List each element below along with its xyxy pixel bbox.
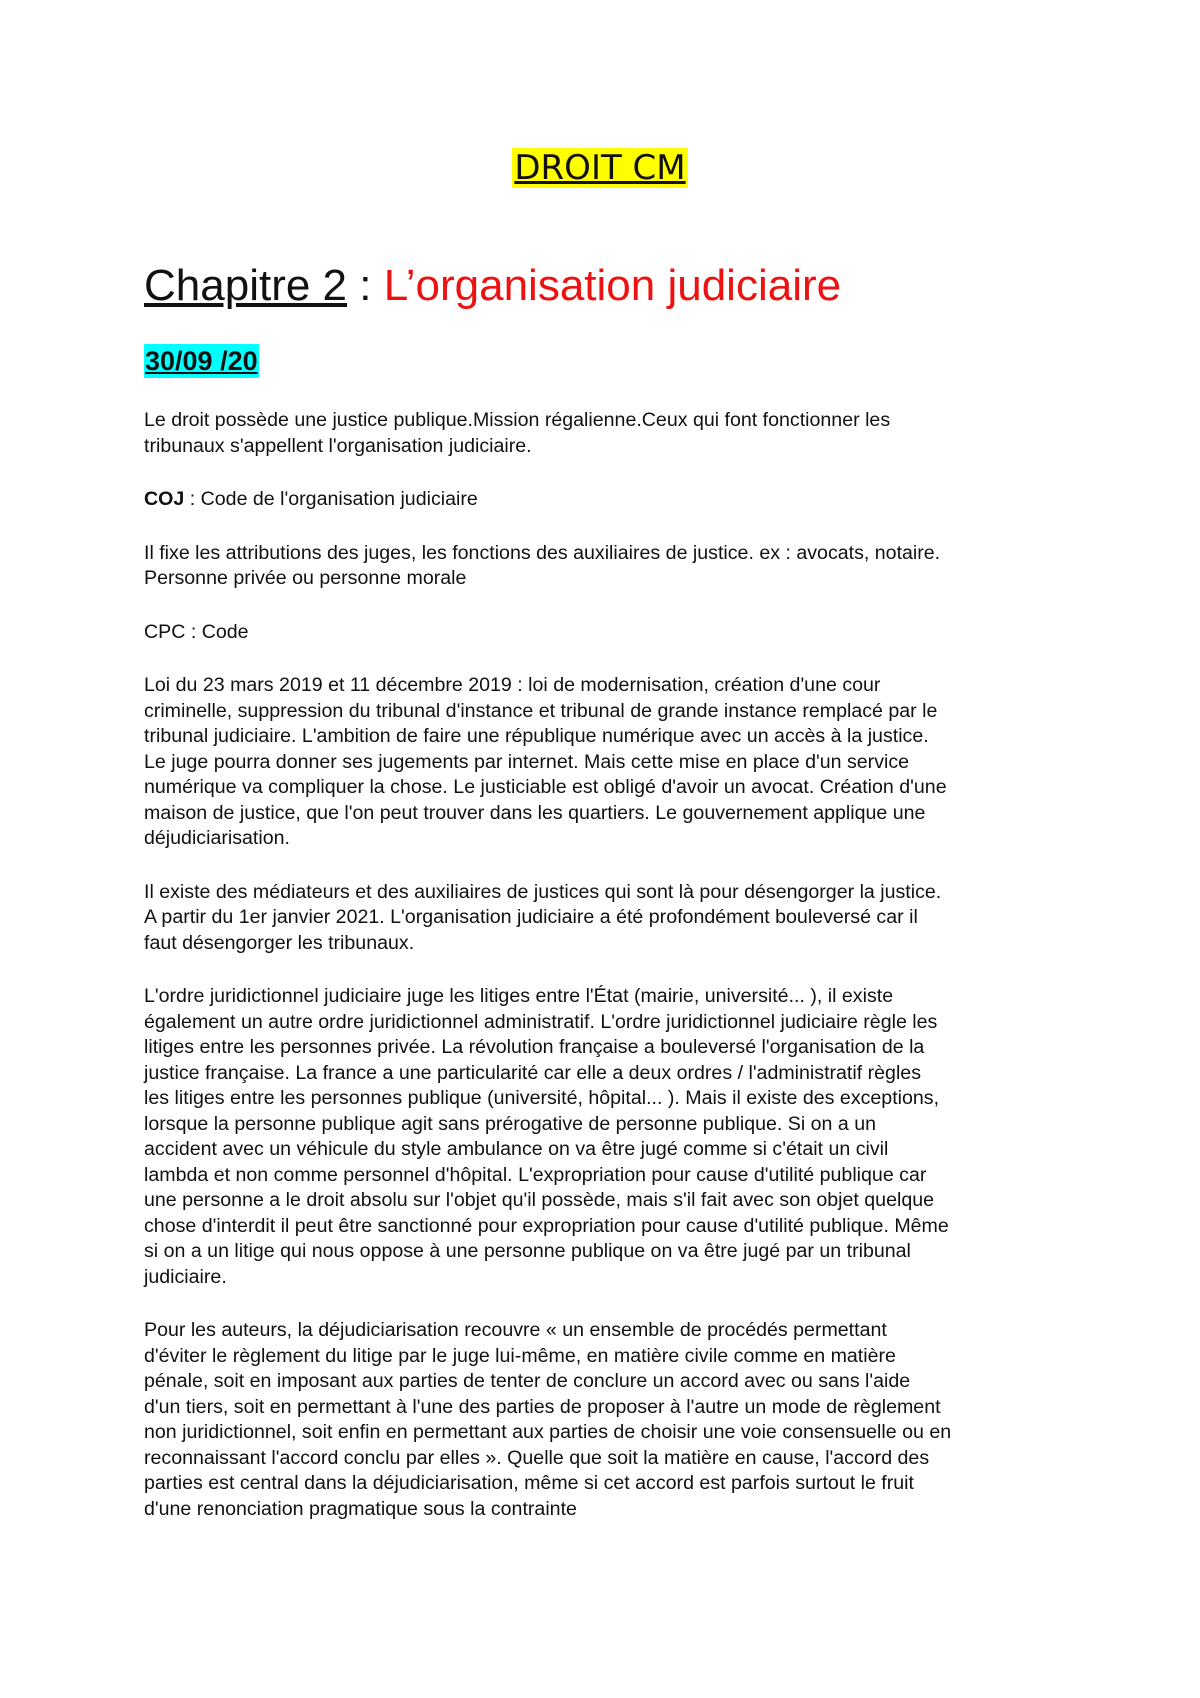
text-line: Il existe des médiateurs et des auxiliaires de justices qui sont là pour désengorger la justice.	[144, 880, 942, 903]
chapter-label: Chapitre 2	[144, 261, 348, 310]
text-line: accident avec un véhicule du style ambulance on va être jugé comme si c'était un civil	[144, 1138, 889, 1160]
text-line: d'un tiers, soit en permettant à l'une des parties de proposer à l'autre un mode de règlement	[144, 1395, 941, 1418]
chapter-separator: :	[347, 261, 384, 310]
paragraph-intro	[144, 408, 1074, 459]
text-line: tribunaux s'appellent l'organisation judiciaire.	[144, 434, 532, 457]
paragraph-coj	[144, 487, 1074, 513]
paragraph-dejudiciarisation	[144, 1318, 1074, 1522]
text-line: judiciaire.	[144, 1265, 227, 1288]
chapter-heading	[144, 260, 841, 312]
text-line: CPC : Code	[144, 620, 249, 643]
text-line: Loi du 23 mars 2019 et 11 décembre 2019 : loi de modernisation, création d'une cour	[144, 674, 881, 696]
text-line: une personne a le droit absolu sur l'objet qu'il possède, mais s'il fait avec son objet quelque	[144, 1189, 935, 1211]
document-title-container	[0, 148, 1200, 188]
paragraph-cpc	[144, 620, 1074, 646]
paragraph-loi	[144, 673, 1074, 852]
text-line: Le juge pourra donner ses jugements par internet. Mais cette mise en place d'un service	[144, 750, 910, 773]
text-line: déjudiciarisation.	[144, 827, 290, 849]
text-line: non juridictionnel, soit enfin en permettant aux parties de choisir une voie consensuelle ou en	[144, 1421, 952, 1443]
text-line: faut désengorger les tribunaux.	[144, 931, 415, 954]
text-line: d'éviter le règlement du litige par le juge lui-même, en matière civile comme en matière	[144, 1344, 896, 1367]
text-line: également un autre ordre juridictionnel administratif. L'ordre juridictionnel judiciaire règle les	[144, 1010, 938, 1033]
chapter-name: L’organisation judiciaire	[383, 261, 842, 310]
text-line: reconnaissant l'accord conclu par elles ». Quelle que soit la matière en cause, l'accord des	[144, 1446, 930, 1469]
document-body	[144, 408, 1074, 1550]
text-line: les litiges entre les personnes publique (université, hôpital... ). Mais il existe des exceptions,	[144, 1087, 940, 1109]
paragraph-ordre-juridictionnel	[144, 984, 1074, 1290]
text-line: Il fixe les attributions des juges, les fonctions des auxiliaires de justice. ex : avocats, notaire.	[144, 541, 941, 564]
text-line: A partir du 1er janvier 2021. L'organisation judiciaire a été profondément bouleversé car il	[144, 906, 918, 928]
text-line: L'ordre juridictionnel judiciaire juge les litiges entre l'État (mairie, université... ), il existe	[144, 985, 894, 1007]
text-line: lambda et non comme personnel d'hôpital. L'expropriation pour cause d'utilité publique car	[144, 1163, 927, 1186]
text-line: pénale, soit en imposant aux parties de tenter de conclure un accord avec ou sans l'aide	[144, 1370, 911, 1392]
paragraph-attributions	[144, 541, 1074, 592]
text-line: si on a un litige qui nous oppose à une personne publique on va être jugé par un tribunal	[144, 1240, 911, 1262]
text-line: parties est central dans la déjudiciarisation, même si cet accord est parfois surtout le fruit	[144, 1472, 914, 1494]
text-line: criminelle, suppression du tribunal d'instance et tribunal de grande instance remplacé par le	[144, 699, 938, 722]
text-line: Pour les auteurs, la déjudiciarisation recouvre « un ensemble de procédés permettant	[144, 1319, 887, 1341]
text-line: Personne privée ou personne morale	[144, 567, 467, 589]
text-line: litiges entre les personnes privée. La révolution française a bouleversé l'organisation de la	[144, 1036, 925, 1058]
text-line: maison de justice, que l'on peut trouver dans les quartiers. Le gouvernement applique une	[144, 801, 926, 824]
document-title: DROIT CM	[514, 148, 686, 188]
text-line: numérique va compliquer la chose. Le justiciable est obligé d'avoir un avocat. Création d'une	[144, 776, 947, 798]
text-line: d'une renonciation pragmatique sous la contrainte	[144, 1497, 577, 1520]
paragraph-mediateurs	[144, 880, 1074, 957]
text-line: lorsque la personne publique agit sans prérogative de personne publique. Si on a un	[144, 1112, 877, 1135]
text-line	[144, 487, 1074, 513]
text-line: chose d'interdit il peut être sanctionné pour expropriation pour cause d'utilité publique. Même	[144, 1214, 949, 1237]
text-line: justice française. La france a une particularité car elle a deux ordres / l'administratif règles	[144, 1061, 921, 1084]
lecture-date: 30/09 /20	[145, 346, 258, 376]
text-line: tribunal judiciaire. L'ambition de faire une république numérique avec un accès à la justice.	[144, 725, 929, 747]
coj-term: COJ	[144, 488, 185, 510]
text-line: Le droit possède une justice publique.Mission régalienne.Ceux qui font fonctionner les	[144, 409, 891, 431]
coj-definition: : Code de l'organisation judiciaire	[184, 488, 478, 510]
